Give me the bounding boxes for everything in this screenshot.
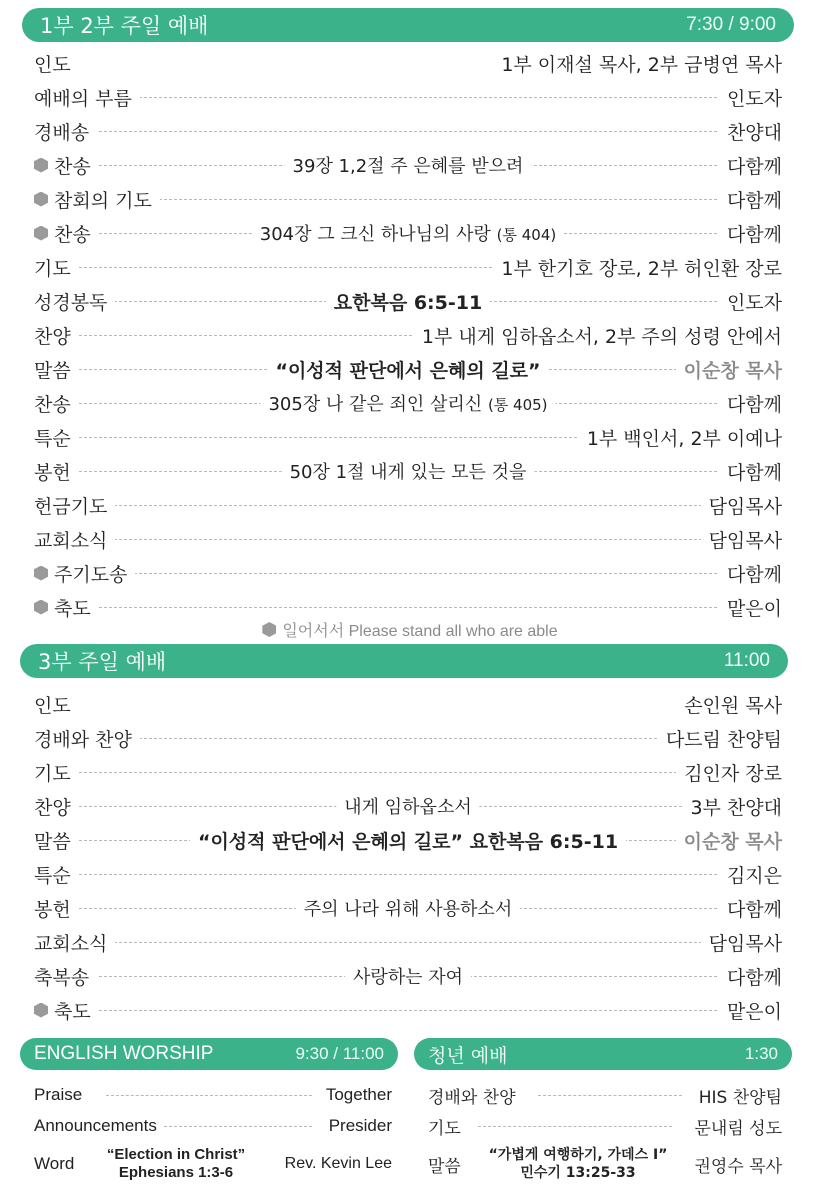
row-announcements: Announcements Presider (34, 1116, 392, 1135)
section-time: 1:30 (744, 1044, 778, 1063)
row-hymn-2: 찬송 304장 그 크신 하나님의 사랑 (통 404) 다함께 (34, 216, 782, 250)
row-prayer: 기도 김인자 장로 (34, 755, 782, 789)
row-hymn-1: 찬송 39장 1,2절 주 은혜를 받으려 다함께 (34, 148, 782, 182)
row-sermon: 말씀 “이성적 판단에서 은혜의 길로” 이순창 목사 (34, 352, 782, 386)
row-sermon: 말씀 “가볍게 여행하기, 가데스 I” 민수기 13:25-33 권영수 목사 (428, 1147, 782, 1181)
section-title: 청년 예배 (428, 1044, 508, 1067)
section-time: 7:30 / 9:00 (686, 14, 776, 35)
row-praise: Praise Together (34, 1085, 392, 1104)
service-order-3 (34, 687, 782, 1027)
service-order-english (34, 1080, 392, 1186)
row-sermon: 말씀 “이성적 판단에서 은혜의 길로” 요한복음 6:5-11 이순창 목사 (34, 823, 782, 857)
row-announcements: 교회소식 담임목사 (34, 522, 782, 556)
section-title: ENGLISH WORSHIP (34, 1043, 214, 1064)
stand-icon (34, 566, 48, 581)
section-title: 1부 2부 주일 예배 (40, 14, 209, 38)
row-offering: 봉헌 50장 1절 내게 있는 모든 것을 다함께 (34, 454, 782, 488)
stand-icon (34, 226, 48, 241)
row-anthem: 찬양 내게 임하옵소서 3부 찬양대 (34, 789, 782, 823)
row-offering-prayer: 헌금기도 담임목사 (34, 488, 782, 522)
stand-icon (34, 600, 48, 615)
row-worship-praise: 경배와 찬양 다드림 찬양팀 (34, 721, 782, 755)
section-title: 3부 주일 예배 (38, 650, 167, 674)
stand-icon (262, 622, 276, 637)
row-lords-prayer: 주기도송 다함께 (34, 556, 782, 590)
stand-note: 일어서서 Please stand all who are able (0, 618, 820, 641)
row-anthem: 찬양 1부 내게 임하옵소서, 2부 주의 성령 안에서 (34, 318, 782, 352)
row-leader: 인도 손인원 목사 (34, 687, 782, 721)
section-header-youth (414, 1038, 792, 1070)
section-header-1-2 (22, 8, 794, 42)
section-time: 11:00 (723, 650, 770, 671)
stand-icon (34, 1003, 48, 1018)
row-special: 특순 김지은 (34, 857, 782, 891)
row-praise: 경배송 찬양대 (34, 114, 782, 148)
stand-icon (34, 192, 48, 207)
row-blessing-song: 축복송 사랑하는 자여 다함께 (34, 959, 782, 993)
service-order-youth (428, 1080, 782, 1186)
row-special: 특순 1부 백인서, 2부 이예나 (34, 420, 782, 454)
section-header-3 (20, 644, 788, 678)
row-leader: 인도 1부 이재설 목사, 2부 금병연 목사 (34, 46, 782, 80)
row-benediction: 축도 맡은이 (34, 590, 782, 624)
row-scripture: 성경봉독 요한복음 6:5-11 인도자 (34, 284, 782, 318)
row-offering: 봉헌 주의 나라 위해 사용하소서 다함께 (34, 891, 782, 925)
row-prayer: 기도 1부 한기호 장로, 2부 허인환 장로 (34, 250, 782, 284)
section-time: 9:30 / 11:00 (295, 1044, 384, 1063)
row-worship-praise: 경배와 찬양 HIS 찬양팀 (428, 1080, 782, 1110)
row-confession: 참회의 기도 다함께 (34, 182, 782, 216)
row-call-to-worship: 예배의 부름 인도자 (34, 80, 782, 114)
row-announcements: 교회소식 담임목사 (34, 925, 782, 959)
section-header-english (20, 1038, 398, 1070)
stand-icon (34, 158, 48, 173)
service-order-1-2 (34, 46, 782, 624)
row-benediction: 축도 맡은이 (34, 993, 782, 1027)
row-hymn-3: 찬송 305장 나 같은 죄인 살리신 (통 405) 다함께 (34, 386, 782, 420)
row-word: Word “Election in Christ” Ephesians 1:3-6 Rev. Kevin Lee (34, 1146, 392, 1181)
row-prayer: 기도 문내림 성도 (428, 1110, 782, 1142)
